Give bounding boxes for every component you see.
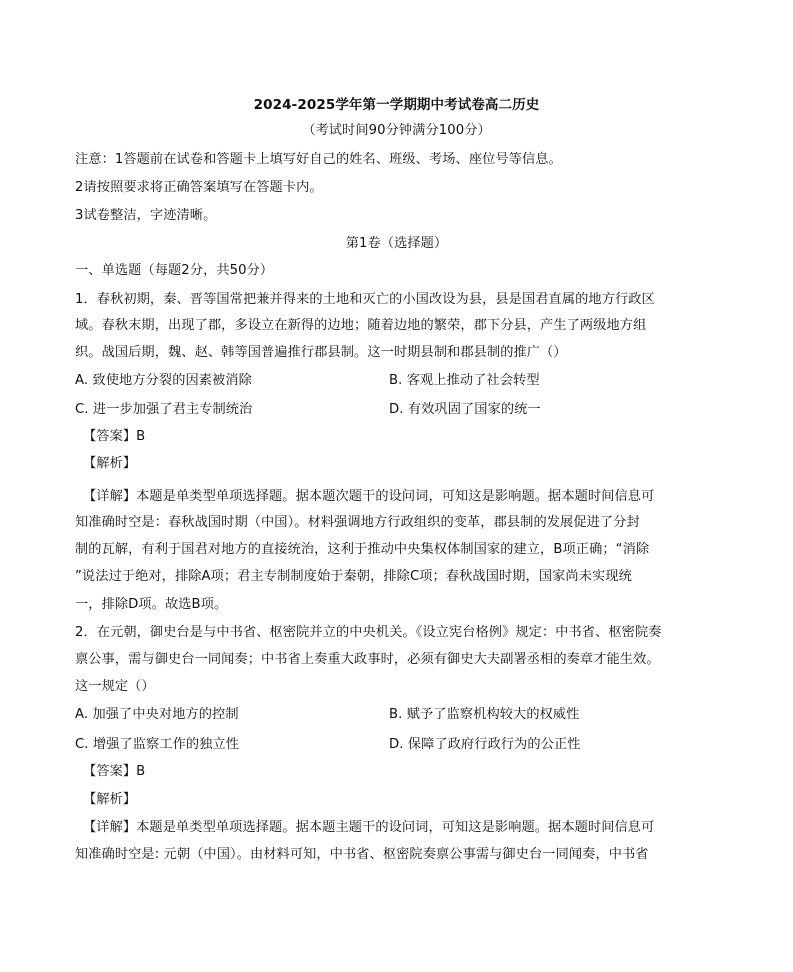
q2-detail-line: 知准确时空是: 元朝（中国）。由材料可知，中书省、枢密院奏禀公事需与御史台一同闻奏，中书省 <box>75 847 649 862</box>
q1-answer: 【答案】B <box>83 429 146 444</box>
q2-option-b: B. 赋予了监察机构较大的权威性 <box>389 707 580 722</box>
q2-analysis-label: 【解析】 <box>83 792 137 807</box>
q2-option-a: A. 加强了中央对地方的控制 <box>75 707 239 722</box>
q1-stem-line: 1．春秋初期，秦、晋等国常把兼并得来的土地和灭亡的小国改设为县，县是国君直属的地方行政区 <box>75 292 655 307</box>
exam-subtitle: （考试时间90分钟满分100分） <box>302 123 491 138</box>
exam-title: 2024-2025学年第一学期期中考试卷高二历史 <box>253 97 540 113</box>
note-1: 注意：1答题前在试卷和答题卡上填写好自己的姓名、班级、考场、座位号等信息。 <box>75 152 562 167</box>
q1-stem-line: 织。战国后期，魏、赵、韩等国普遍推行郡县制。这一时期县制和郡县制的推广（） <box>75 345 567 360</box>
section-title: 第1卷（选择题） <box>345 236 448 251</box>
q1-option-a: A. 致使地方分裂的因素被消除 <box>75 373 252 388</box>
q2-stem-line: 禀公事，需与御史台一同闻奏；中书省上奏重大政事时，必须有御史大夫副署丞相的奏章才能生效。 <box>75 652 660 667</box>
note-2: 2请按照要求将正确答案填写在答题卡内。 <box>75 180 323 195</box>
q1-detail-line: 制的瓦解，有利于国君对地方的直接统治，这利于推动中央集权体制国家的建立，B项正确；“消除 <box>75 542 650 557</box>
q1-detail-line: 知准确时空是：春秋战国时期（中国）。材料强调地方行政组织的变革，郡县制的发展促进了分封 <box>75 515 640 530</box>
q1-option-b: B. 客观上推动了社会转型 <box>389 373 540 388</box>
q2-answer: 【答案】B <box>83 764 146 779</box>
q2-detail-line: 【详解】本题是单类型单项选择题。据本题主题干的设问词，可知这是影响题。据本题时间信息可 <box>83 820 655 835</box>
q2-option-c: C. 增强了监察工作的独立性 <box>75 737 240 752</box>
q1-stem-line: 域。春秋末期，出现了郡，多设立在新得的边地；随着边地的繁荣，郡下分县，产生了两级地方组 <box>75 318 647 333</box>
part-title: 一、单选题（每题2分，共50分） <box>75 263 274 278</box>
q1-option-c: C. 进一步加强了君主专制统治 <box>75 402 253 417</box>
q1-detail-line: ”说法过于绝对，排除A项；君主专制制度始于秦朝，排除C项；春秋战国时期，国家尚未实现统 <box>75 569 632 584</box>
q1-detail-line: 【详解】本题是单类型单项选择题。据本题次题干的设问词，可知这是影响题。据本题时间信息可 <box>83 489 655 504</box>
q2-stem-line: 这一规定（） <box>75 679 155 694</box>
q2-option-d: D. 保障了政府行政行为的公正性 <box>389 737 581 752</box>
q1-detail-line: 一，排除D项。故选B项。 <box>75 597 228 612</box>
q2-stem-line: 2．在元朝，御史台是与中书省、枢密院并立的中央机关。《设立宪台格例》规定：中书省、枢密院奏 <box>75 625 662 640</box>
note-3: 3试卷整洁，字迹清晰。 <box>75 208 217 223</box>
q1-option-d: D. 有效巩固了国家的统一 <box>389 402 541 417</box>
q1-analysis-label: 【解析】 <box>83 456 137 471</box>
